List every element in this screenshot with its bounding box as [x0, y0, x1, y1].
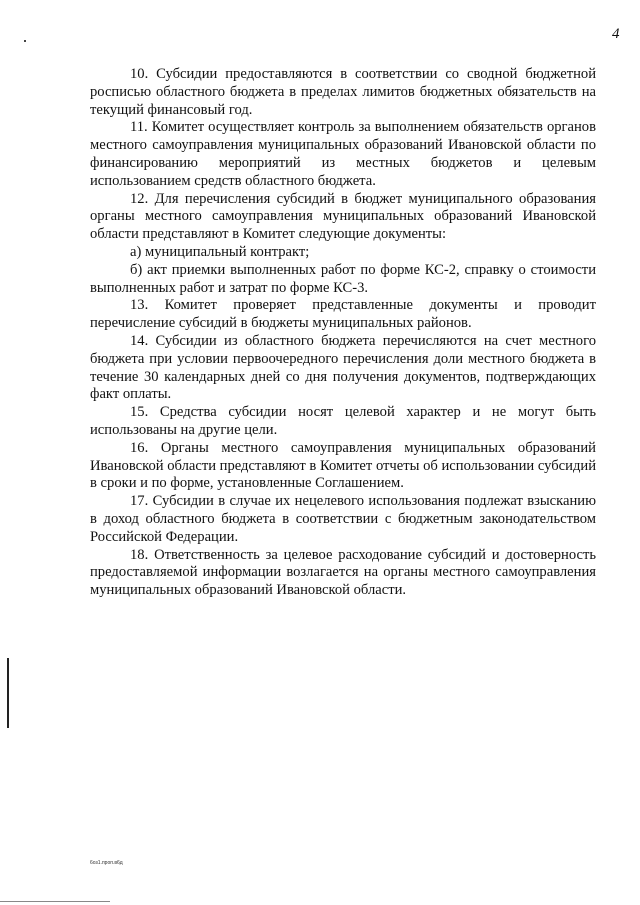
paragraph-18: 18. Ответственность за целевое расходование субсидий и достоверность предоставляемой информации возлагается на органы местного самоуправления муниципальных образований Ивановской области. [90, 546, 596, 599]
paragraph-16: 16. Органы местного самоуправления муниципальных образований Ивановской области представляют в Комитет отчеты об использовании субсидий в сроки и по форме, установленные Соглашением. [90, 439, 596, 492]
footer-note: 6оз1.проп.в6д [90, 860, 123, 866]
document-body [90, 66, 596, 600]
margin-mark [7, 658, 9, 728]
paragraph-15: 15. Средства субсидии носят целевой характер и не могут быть использованы на другие цели. [90, 404, 596, 438]
paragraph-17: 17. Субсидии в случае их нецелевого использования подлежат взысканию в доход областного бюджета в соответствии с бюджетным законодательством Российской Федерации. [90, 493, 596, 545]
paragraph-12: 12. Для перечисления субсидий в бюджет муниципального образования органы местного самоуправления муниципальных образований Ивановской области представляют в Комитет следующие документы: [90, 190, 596, 243]
paragraph-11: 11. Комитет осуществляет контроль за выполнением обязательств органов местного самоуправления муниципальных образований Ивановской области по финансированию мероприятий из местных бюджетов и целевым использованием средств областного бюджета. [90, 119, 596, 189]
paragraph-13: 13. Комитет проверяет представленные документы и проводит перечисление субсидий в бюджеты муниципальных районов. [90, 297, 596, 332]
paragraph-14: 14. Субсидии из областного бюджета перечисляются на счет местного бюджета при условии первоочередного перечисления доли местного бюджета в течение 30 календарных дней со дня получения документов, подтверждающих факт оплаты. [90, 332, 596, 403]
bottom-rule [0, 901, 110, 902]
scan-speck [24, 40, 26, 42]
list-item-b: б) акт приемки выполненных работ по форме КС-2, справку о стоимости выполненных работ и затрат по форме КС-3. [90, 261, 596, 296]
paragraph-10: 10. Субсидии предоставляются в соответствии со сводной бюджетной росписью областного бюджета в пределах лимитов бюджетных обязательств на текущий финансовый год. [90, 66, 596, 118]
page-number: 4 [612, 26, 620, 42]
list-item-a: а) муниципальный контракт; [130, 243, 310, 260]
